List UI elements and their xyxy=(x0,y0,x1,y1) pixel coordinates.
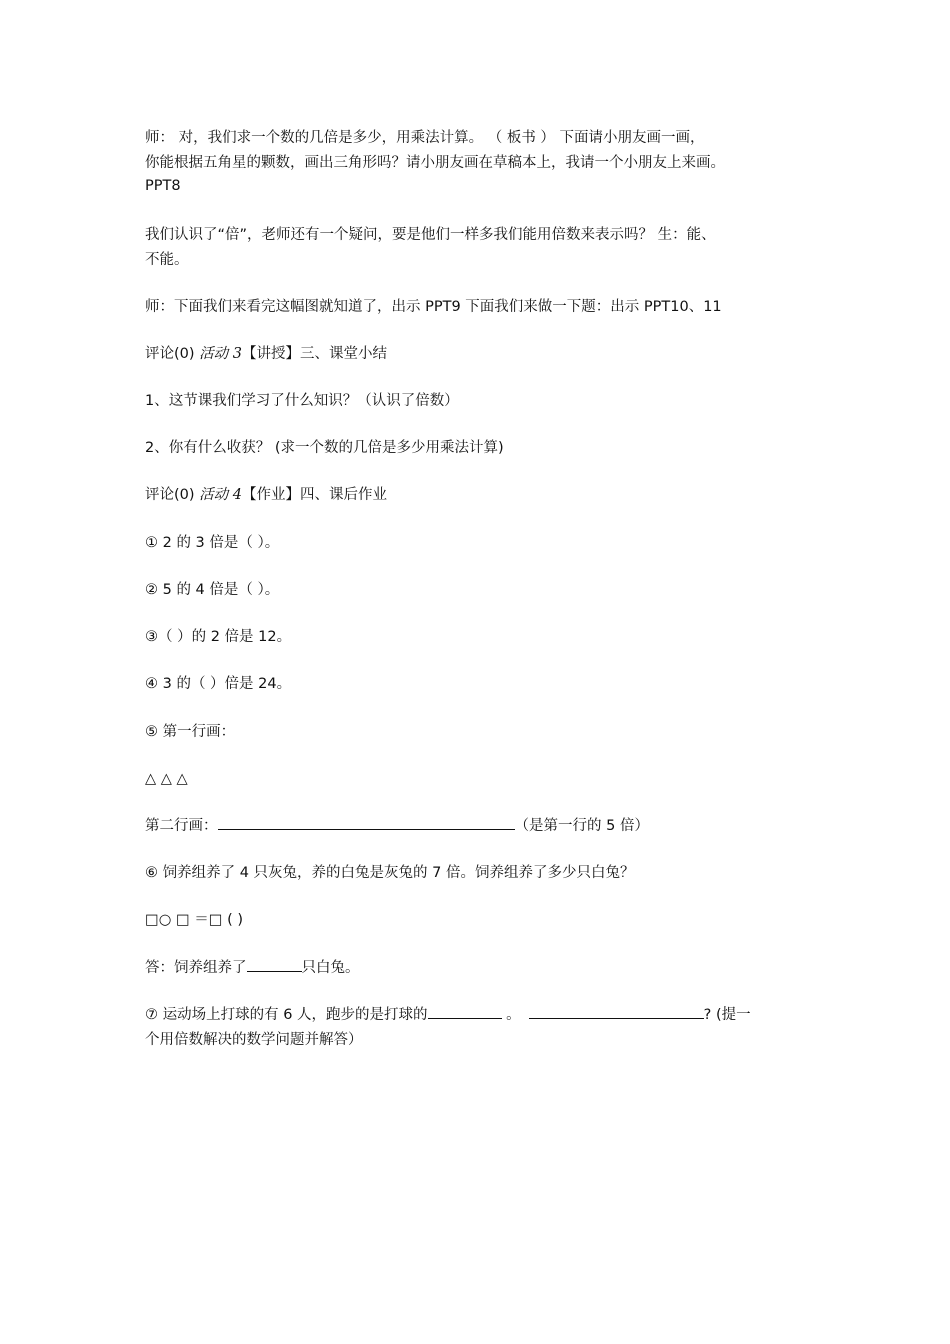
exercise-3: ③（ ）的 2 倍是 12。 xyxy=(145,629,292,645)
answer-blank xyxy=(218,815,515,830)
question-2: 2、你有什么收获？ (求一个数的几倍是多少用乘法计算) xyxy=(145,440,504,456)
activity-4-heading xyxy=(145,484,387,506)
question-1: 1、这节课我们学习了什么知识？（认识了倍数） xyxy=(145,393,459,409)
activity-title: 【讲授】三、课堂小结 xyxy=(242,346,387,362)
row2-label: 第二行画： xyxy=(145,818,218,834)
answer-line xyxy=(145,957,360,979)
comment-link[interactable]: 评论(0) xyxy=(145,346,200,362)
triangle-row: △ △ △ xyxy=(145,771,188,787)
formula-line: □○ □ ＝□ ( ) xyxy=(145,912,244,928)
paragraph-line: 师： 对，我们求一个数的几倍是多少，用乘法计算。 （ 板书 ） 下面请小朋友画一画， xyxy=(145,130,705,146)
answer-blank xyxy=(428,1004,502,1019)
answer-blank xyxy=(247,957,302,972)
exercise-7-end: ? (提一 xyxy=(703,1007,751,1023)
answer-suffix: 只白兔。 xyxy=(301,960,360,976)
paragraph-line: 不能。 xyxy=(145,252,189,268)
exercise-2: ② 5 的 4 倍是（ ）。 xyxy=(145,582,280,598)
paragraph-line: 你能根据五角星的颗数，画出三角形吗？请小朋友画在草稿本上，我请一个小朋友上来画。 xyxy=(145,155,725,171)
second-row-instruction xyxy=(145,815,649,837)
exercise-7-text: ⑦ 运动场上打球的有 6 人，跑步的是打球的 xyxy=(145,1007,428,1023)
comment-link[interactable]: 评论(0) xyxy=(145,487,200,503)
exercise-7 xyxy=(145,1004,751,1026)
activity-title: 【作业】四、课后作业 xyxy=(242,487,387,503)
answer-blank xyxy=(529,1004,704,1019)
exercise-5: ⑤ 第一行画： xyxy=(145,724,236,740)
exercise-1: ① 2 的 3 倍是（ ）。 xyxy=(145,535,280,551)
answer-prefix: 答：饲养组养了 xyxy=(145,960,247,976)
activity-label: 活动 3 xyxy=(199,346,242,362)
paragraph-line: 师：下面我们来看完这幅图就知道了，出示 PPT9 下面我们来做一下题：出示 PPT10、11 xyxy=(145,299,722,315)
exercise-4: ④ 3 的（ ）倍是 24。 xyxy=(145,676,292,692)
paragraph-line: PPT8 xyxy=(145,178,181,194)
paragraph-line: 我们认识了“倍”，老师还有一个疑问，要是他们一样多我们能用倍数来表示吗？ 生：能、 xyxy=(145,227,716,243)
exercise-6: ⑥ 饲养组养了 4 只灰兔，养的白兔是灰兔的 7 倍。饲养组养了多少只白兔？ xyxy=(145,865,635,881)
exercise-7-line2: 个用倍数解决的数学问题并解答） xyxy=(145,1032,363,1048)
row2-note: （是第一行的 5 倍） xyxy=(514,818,649,834)
activity-3-heading xyxy=(145,343,387,365)
activity-label: 活动 4 xyxy=(199,487,242,503)
exercise-7-mid: 。 xyxy=(501,1007,521,1023)
